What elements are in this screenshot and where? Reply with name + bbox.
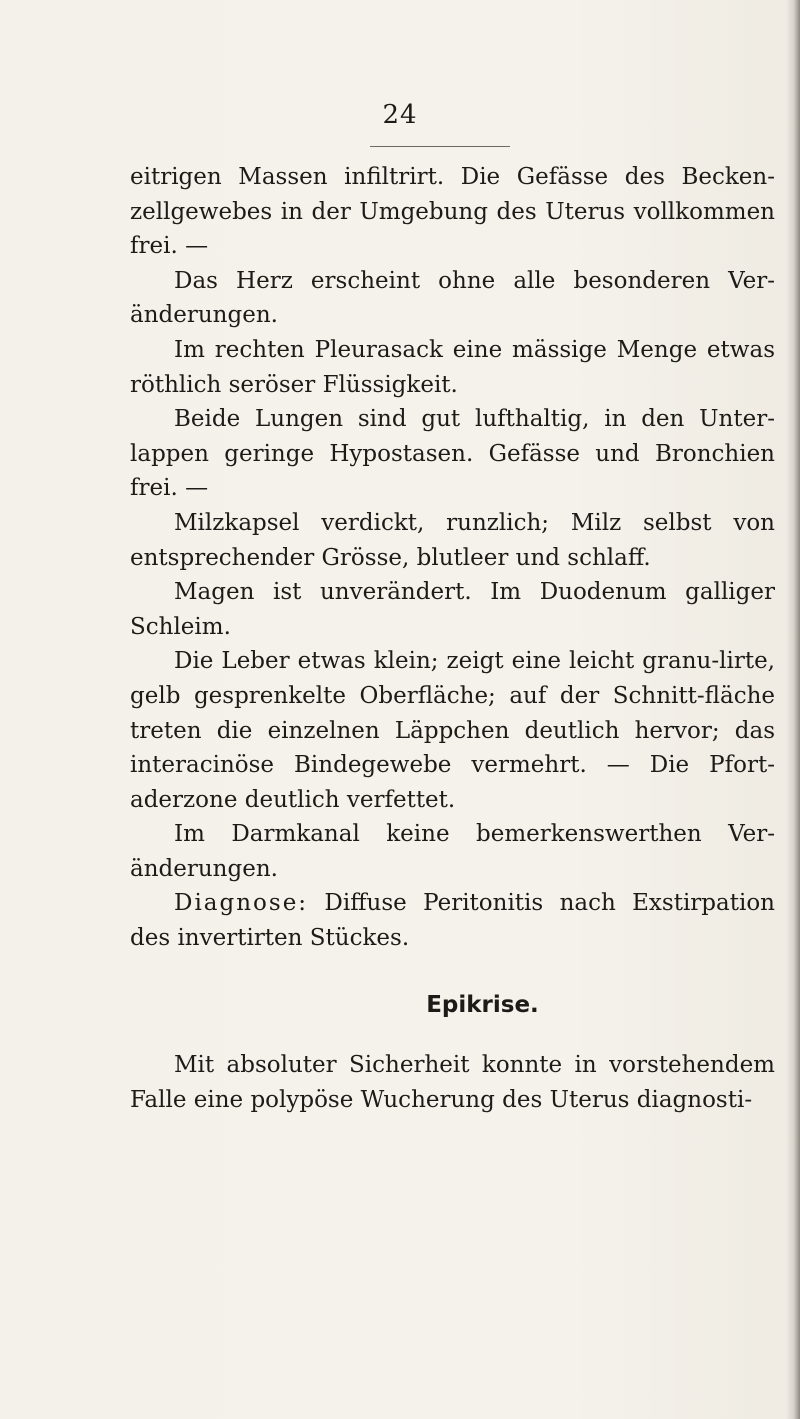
page-edge-shadow xyxy=(786,0,800,1419)
paragraph-4: Beide Lungen sind gut lufthaltig, in den Unter-lappen geringe Hypostasen. Gefässe und Bronchien frei. — xyxy=(130,406,775,502)
paragraph-6: Magen ist unverändert. Im Duodenum galliger Schleim. xyxy=(130,579,775,640)
diagnosis-text: Diffuse Peritonitis nach Exstirpation des invertirten Stückes. xyxy=(130,890,775,952)
paragraph-7: Die Leber etwas klein; zeigt eine leicht granu-lirte, gelb gesprenkelte Oberfläche; auf der Schnitt-fläche treten die einzelnen Läppchen deutlich hervor; das interacinöse Bindegewebe vermehrt. — Die Pfort-aderzone deutlich verfettet. xyxy=(130,648,775,813)
section-heading: Epikrise. xyxy=(426,991,539,1018)
paragraph-10: Mit absoluter Sicherheit konnte in vorstehendem Falle eine polypöse Wucherung des Uterus diagnosti- xyxy=(130,1052,775,1113)
paragraph-8: Im Darmkanal keine bemerkenswerthen Ver-änderungen. xyxy=(130,821,775,882)
paragraph-2: Das Herz erscheint ohne alle besonderen Ver-änderungen. xyxy=(130,267,775,329)
paragraph-1: eitrigen Massen infiltrirt. Die Gefässe des Becken-zellgewebes in der Umgebung des Uterus vollkommen frei. — xyxy=(130,164,775,260)
page-number: 24 xyxy=(382,100,418,130)
paragraph-9 xyxy=(130,886,775,955)
body-text xyxy=(130,160,775,1117)
header-rule xyxy=(370,146,510,147)
diagnosis-label: Diagnose: xyxy=(174,890,309,917)
paragraph-3: Im rechten Pleurasack eine mässige Menge etwas röthlich seröser Flüssigkeit. xyxy=(130,336,775,398)
paragraph-5: Milzkapsel verdickt, runzlich; Milz selbst von entsprechender Grösse, blutleer und schlaff. xyxy=(130,509,775,571)
